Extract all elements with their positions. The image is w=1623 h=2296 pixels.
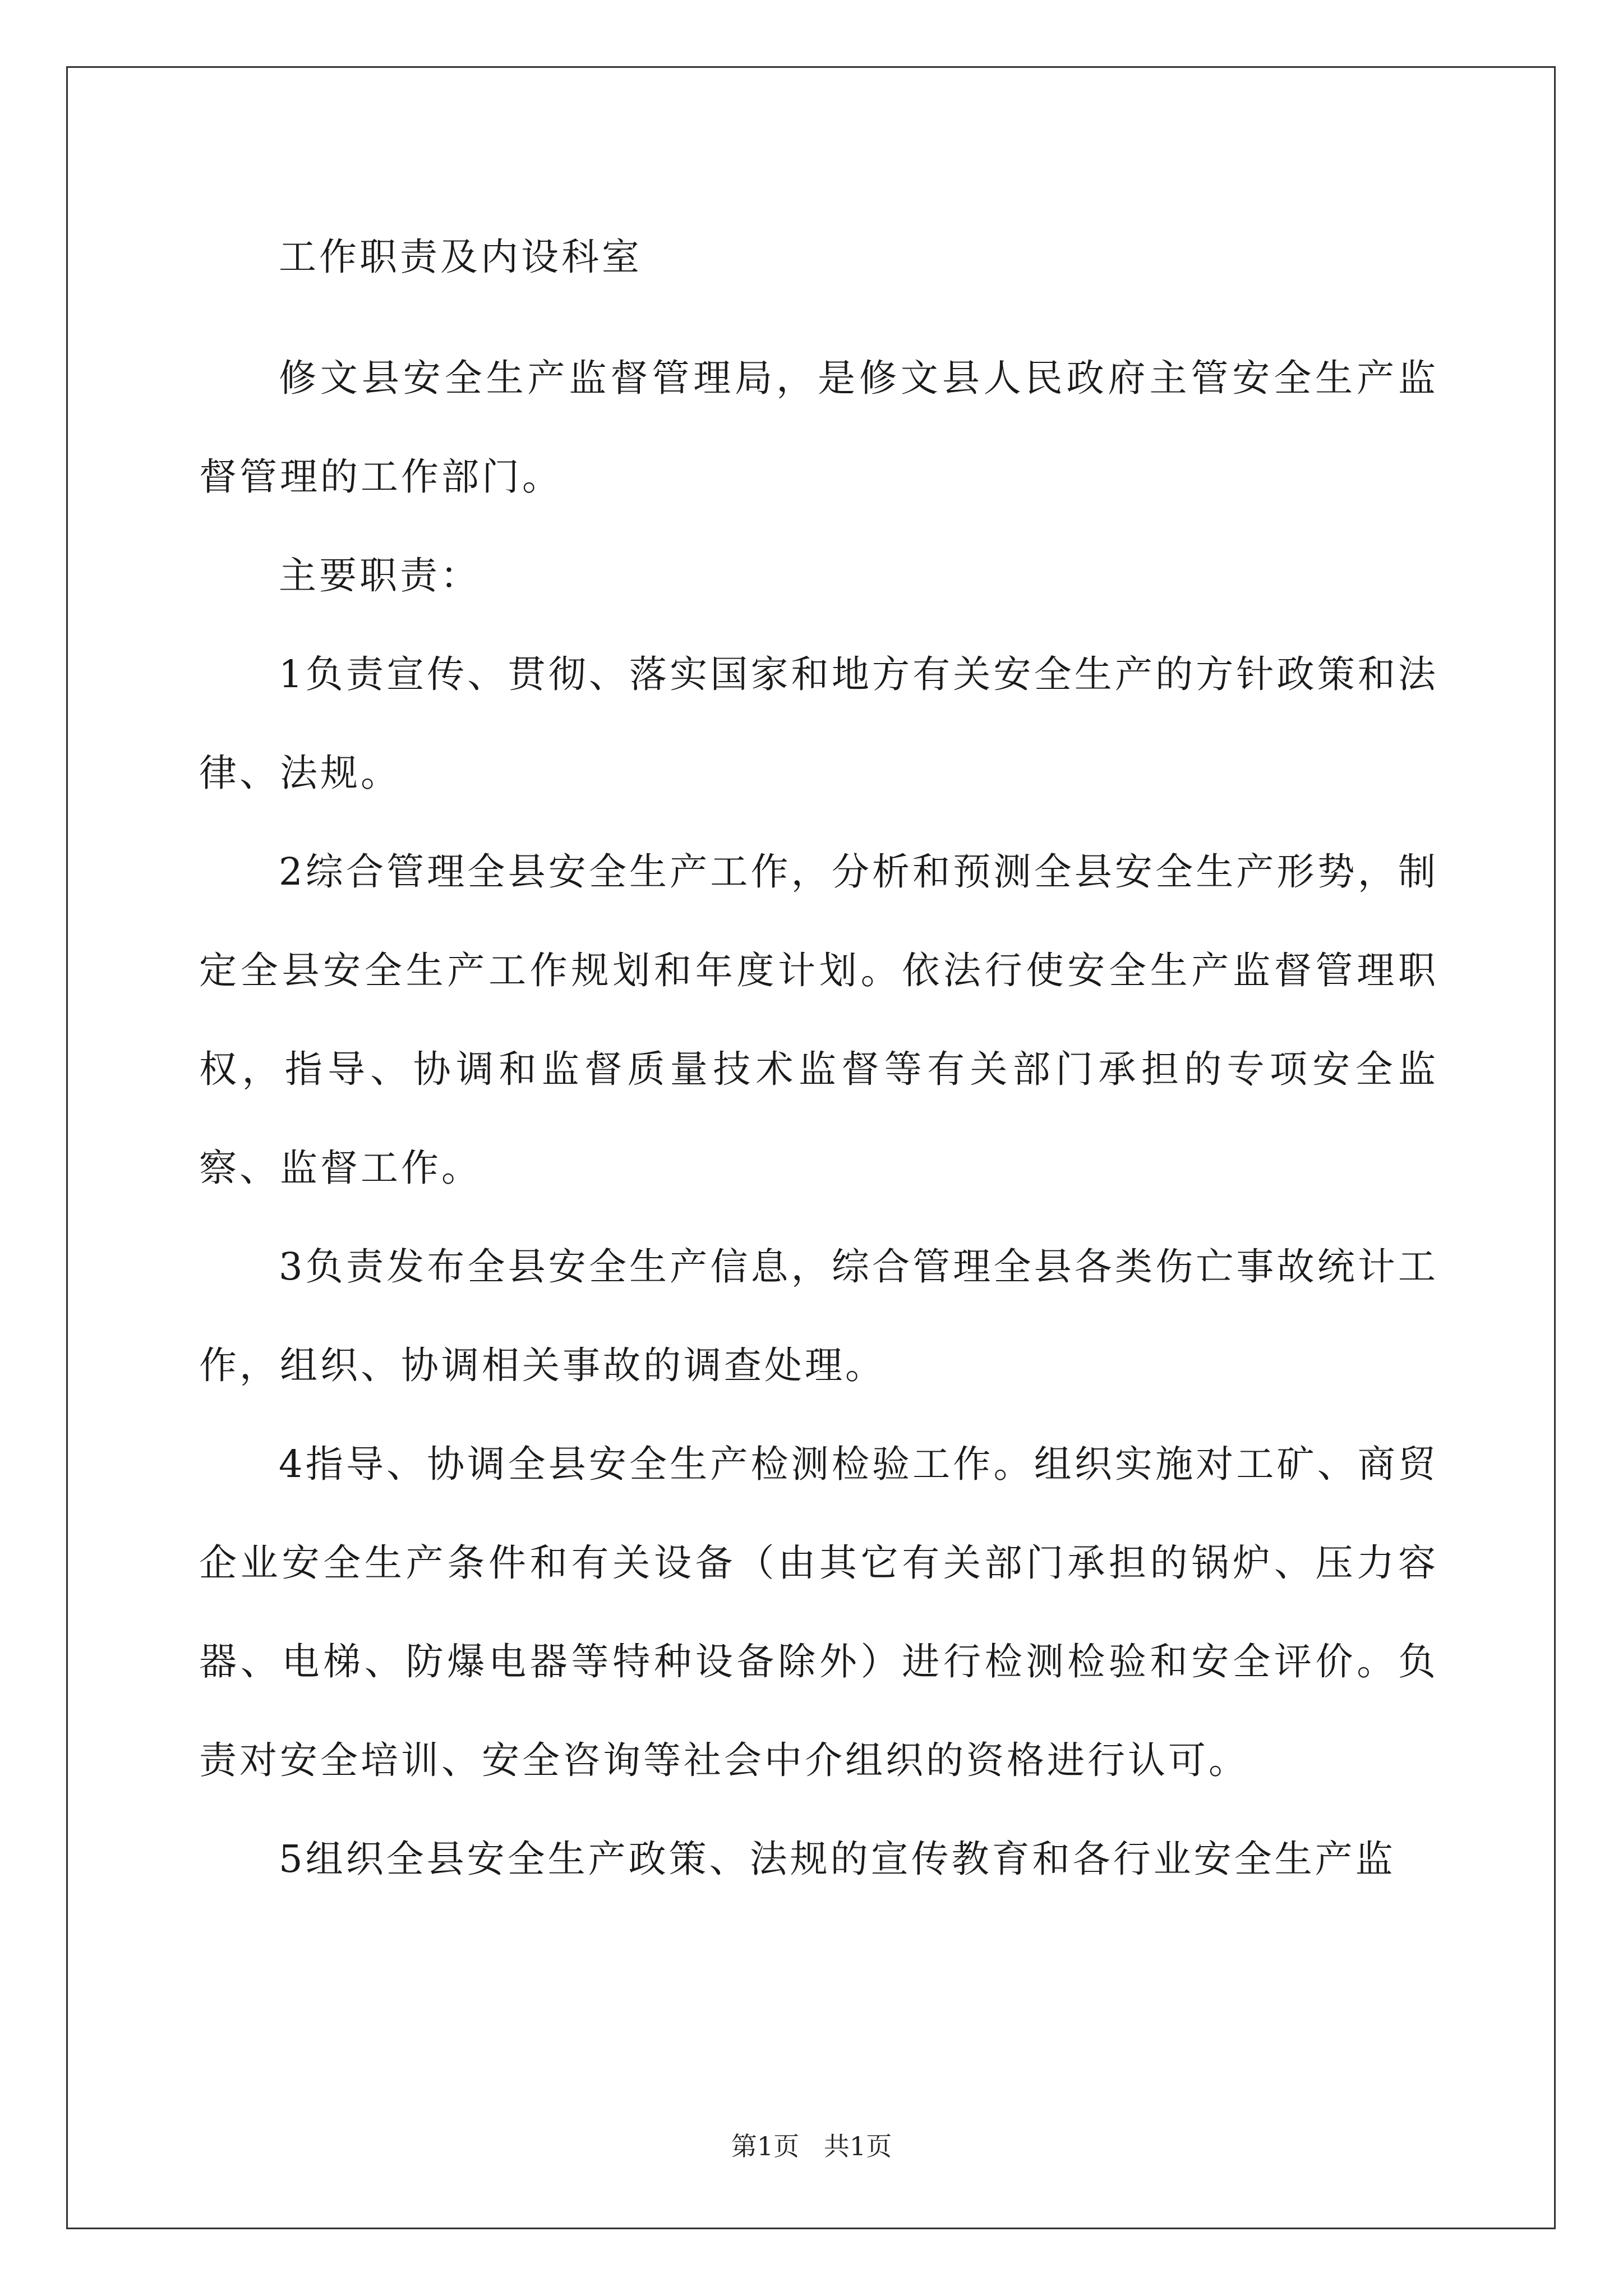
paragraph-duty-5: 5组织全县安全生产政策、法规的宣传教育和各行业安全生产监 [279,1837,1396,1881]
paragraph-intro: 修文县安全生产监督管理局，是修文县人民政府主管安全生产监督管理的工作部门。 [199,356,1438,499]
paragraph-duty-4: 4指导、协调全县安全生产检测检验工作。组织实施对工矿、商贸企业安全生产条件和有关设备（由其它有关部门承担的锅炉、压力容器、电梯、防爆电器等特种设备除外）进行检测检验和安全评价。负责对安全培训、安全咨询等社会中介组织的资格进行认可。 [199,1442,1438,1782]
paragraph-duty-2: 2综合管理全县安全生产工作，分析和预测全县安全生产形势，制定全县安全生产工作规划和年度计划。依法行使安全生产监督管理职权，指导、协调和监督质量技术监督等有关部门承担的专项安全监察、监督工作。 [199,850,1438,1190]
document-title: 工作职责及内设科室 [279,235,642,279]
paragraph-duty-1: 1负责宣传、贯彻、落实国家和地方有关安全生产的方针政策和法律、法规。 [199,652,1438,795]
document-body [199,208,1438,1908]
paragraph-duties-heading: 主要职责： [279,554,481,597]
page-number-footer: 第1页 共1页 [731,2131,892,2161]
paragraph-duty-3: 3负责发布全县安全生产信息，综合管理全县各类伤亡事故统计工作，组织、协调相关事故的调查处理。 [199,1245,1438,1387]
